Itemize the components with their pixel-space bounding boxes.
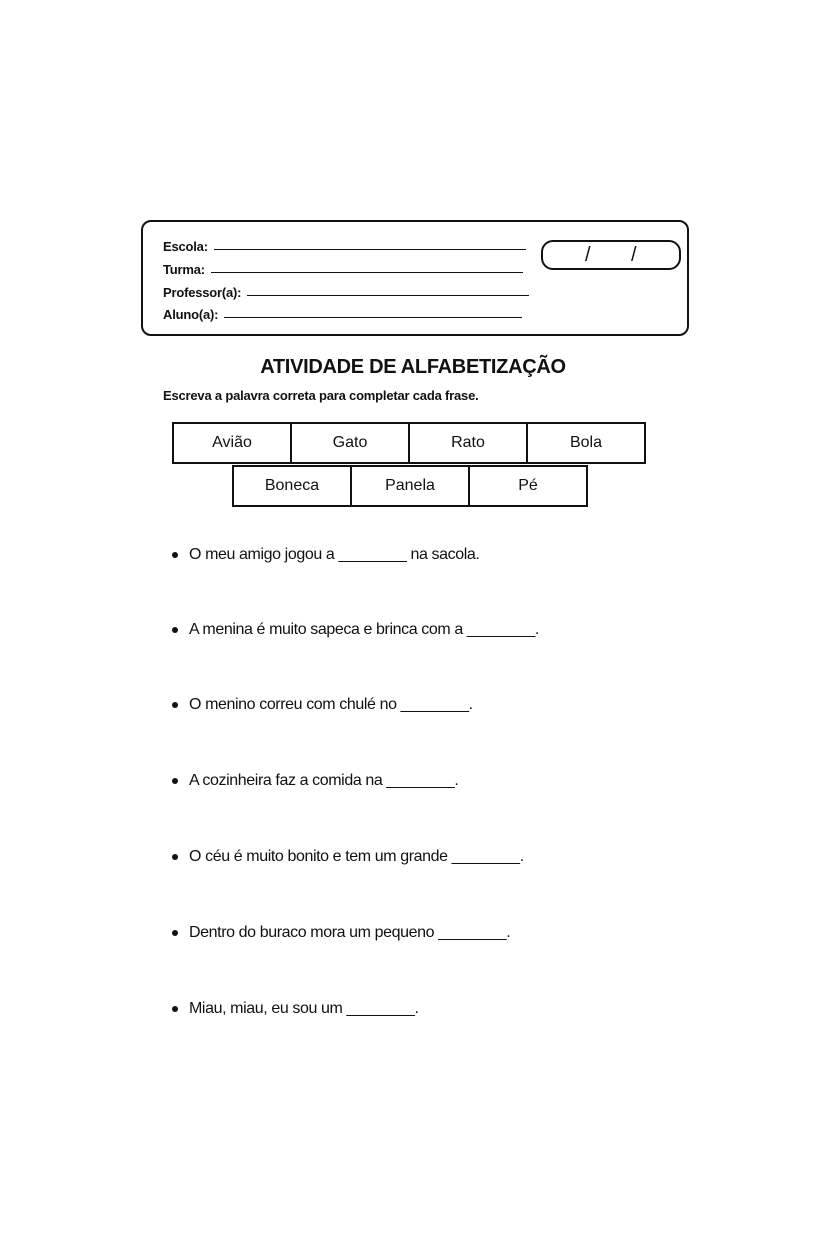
date-slash: / [631,244,637,266]
field-label: Turma: [163,262,205,277]
field-label: Aluno(a): [163,307,219,322]
sentence-item [172,772,458,790]
word-bank-row-2 [232,465,586,507]
sentence-after: . [534,621,539,638]
sentence-item [172,621,539,639]
answer-blank[interactable]: ________ [338,546,407,563]
sentence-before: O meu amigo jogou a [189,546,335,563]
bullet-icon [172,627,178,633]
sentence-after: na sacola. [410,546,480,563]
sentence-item [172,1000,419,1018]
date-box[interactable] [541,240,681,270]
sentence-item [172,848,524,866]
sentence-after: . [468,696,473,713]
answer-blank[interactable]: ________ [346,1000,415,1017]
answer-blank[interactable]: ________ [451,848,520,865]
sentence-before: O menino correu com chulé no [189,696,397,713]
word-cell: Panela [350,465,470,507]
date-slash: / [585,244,591,266]
answer-blank[interactable]: ________ [466,621,535,638]
page-title: ATIVIDADE DE ALFABETIZAÇÃO [260,356,566,378]
sentence-before: A cozinheira faz a comida na [189,772,383,789]
sentence-item [172,924,510,942]
field-turma[interactable] [163,257,523,277]
instruction-text: Escreva a palavra correta para completar cada frase. [163,388,479,403]
field-line [214,249,526,250]
word-cell: Bola [526,422,646,464]
field-line [247,295,529,296]
sentence-before: Dentro do buraco mora um pequeno [189,924,435,941]
sentence-after: . [414,1000,419,1017]
word-cell: Avião [172,422,292,464]
sentence-item [172,546,479,564]
sentence-item [172,696,473,714]
bullet-icon [172,552,178,558]
sentence-after: . [519,848,524,865]
field-label: Professor(a): [163,285,242,300]
bullet-icon [172,778,178,784]
field-professor[interactable] [163,280,529,300]
bullet-icon [172,854,178,860]
word-cell: Rato [408,422,528,464]
answer-blank[interactable]: ________ [386,772,455,789]
bullet-icon [172,702,178,708]
field-label: Escola: [163,239,208,254]
bullet-icon [172,1006,178,1012]
word-cell: Pé [468,465,588,507]
word-cell: Gato [290,422,410,464]
word-cell: Boneca [232,465,352,507]
sentence-after: . [506,924,511,941]
bullet-icon [172,930,178,936]
field-escola[interactable] [163,234,526,254]
field-line [211,272,523,273]
sentence-after: . [454,772,459,789]
field-aluno[interactable] [163,302,522,322]
field-line [224,317,522,318]
answer-blank[interactable]: ________ [400,696,469,713]
sentence-before: O céu é muito bonito e tem um grande [189,848,448,865]
student-info-box [141,220,689,336]
answer-blank[interactable]: ________ [438,924,507,941]
sentence-before: A menina é muito sapeca e brinca com a [189,621,463,638]
sentence-before: Miau, miau, eu sou um [189,1000,343,1017]
word-bank-row-1 [172,422,644,464]
